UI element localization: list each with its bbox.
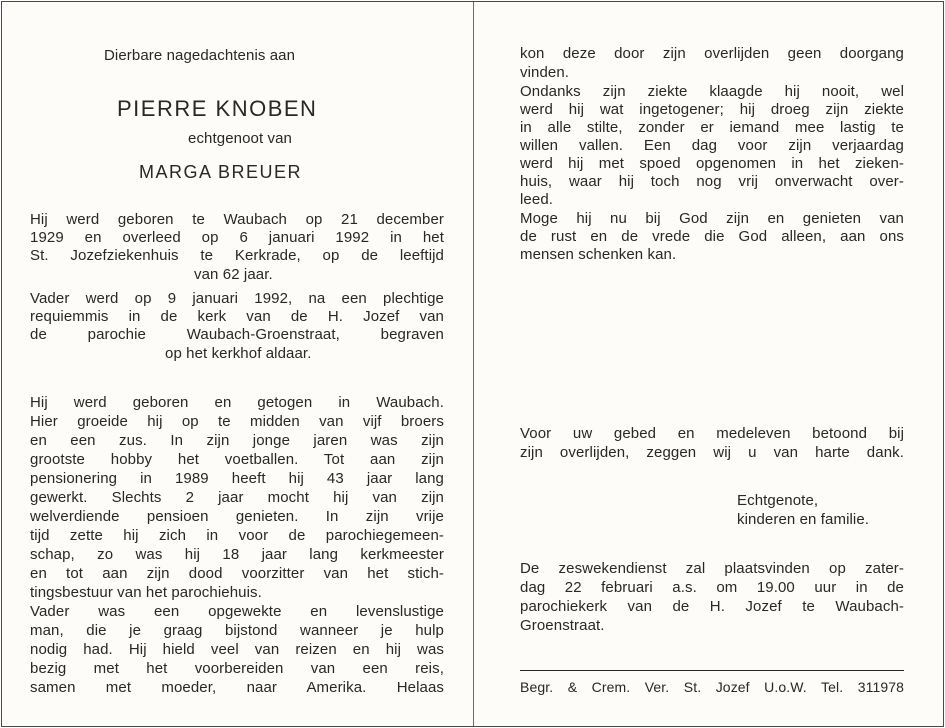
text-line: nodig had. Hij hield veel van reizen en hij was — [30, 641, 444, 658]
text-line: werd hij wat ingetogener; hij droeg zijn ziekte — [520, 101, 904, 118]
text-line: kon deze door zijn overlijden geen doorgang — [520, 45, 904, 62]
intro-text: Dierbare nagedachtenis aan — [104, 47, 296, 64]
text-line: tingsbestuur van het parochiehuis. — [30, 584, 262, 601]
text-line: bezig met het voorbereiden van een reis, — [30, 660, 444, 677]
text-line: De zeswekendienst zal plaatsvinden op zater- — [520, 560, 904, 577]
text-line: St. Jozefziekenhuis te Kerkrade, op de leeftijd — [30, 247, 444, 264]
text-line: welverdiende pensioen genieten. In zijn vrije — [30, 508, 444, 525]
text-line: pensionering in 1989 heeft hij 43 jaar lang — [30, 470, 444, 487]
text-line: requiemmis in de kerk van de H. Jozef van — [30, 308, 444, 325]
text-line: parochiekerk van de H. Jozef te Waubach- — [520, 598, 904, 615]
text-line: leed. — [520, 191, 554, 208]
text-line: en tot aan zijn dood voorzitter van het stich- — [30, 565, 444, 582]
deceased-name: PIERRE KNOBEN — [117, 96, 318, 121]
text-line: tijd zette hij zich in voor de parochiegemeen- — [30, 527, 444, 544]
text-line: de parochie Waubach-Groenstraat, begraven — [30, 326, 444, 343]
card-fold — [473, 2, 474, 726]
text-line: Hij werd geboren en getogen in Waubach. — [30, 394, 444, 411]
text-line: Echtgenote, — [737, 492, 819, 509]
text-line: huis, waar hij toch nog vrij onverwacht over- — [520, 173, 904, 190]
footer-divider — [520, 670, 904, 671]
text-line: gewerkt. Slechts 2 jaar mocht hij van zijn — [30, 489, 444, 506]
text-line: willen vallen. Een dag voor zijn verjaardag — [520, 137, 904, 154]
text-line: zijn overlijden, zeggen wij u van harte dank. — [520, 444, 904, 461]
text-line: Hij werd geboren te Waubach op 21 december — [30, 211, 444, 228]
footer-text: Begr. & Crem. Ver. St. Jozef U.o.W. Tel. 311978 — [520, 679, 904, 695]
text-line: schap, zo was hij 18 jaar lang kerkmeester — [30, 546, 444, 563]
text-line: Ondanks zijn ziekte klaagde hij nooit, wel — [520, 83, 904, 100]
text-line: Vader werd op 9 januari 1992, na een plechtige — [30, 290, 444, 307]
text-line: man, die je graag bijstond wanneer je hulp — [30, 622, 444, 639]
text-line: mensen schenken kan. — [520, 246, 677, 263]
text-line: Moge hij nu bij God zijn en genieten van — [520, 210, 904, 227]
text-line: samen met moeder, naar Amerika. Helaas — [30, 679, 444, 696]
text-line: dag 22 februari a.s. om 19.00 uur in de — [520, 579, 904, 596]
text-line: werd hij met spoed opgenomen in het zieken- — [520, 155, 904, 172]
text-line: in alle stilte, zonder er iemand mee lastig te — [520, 119, 904, 136]
text-line: grootste hobby het voetballen. Tot aan zijn — [30, 451, 444, 468]
text-line: van 62 jaar. — [194, 266, 273, 283]
text-line: 1929 en overleed op 6 januari 1992 in het — [30, 229, 444, 246]
text-line: Vader was een opgewekte en levenslustige — [30, 603, 444, 620]
text-line: Groenstraat. — [520, 617, 605, 634]
text-line: Hier groeide hij op te midden van vijf broers — [30, 413, 444, 430]
text-line: op het kerkhof aldaar. — [165, 345, 312, 362]
spouse-name: MARGA BREUER — [139, 162, 303, 182]
text-line: en een zus. In zijn jonge jaren was zijn — [30, 432, 444, 449]
text-line: Voor uw gebed en medeleven betoond bij — [520, 425, 904, 442]
relation-text: echtgenoot van — [188, 130, 292, 147]
text-line: de rust en de vrede die God alleen, aan ons — [520, 228, 904, 245]
text-line: kinderen en familie. — [737, 511, 870, 528]
text-line: vinden. — [520, 64, 570, 81]
